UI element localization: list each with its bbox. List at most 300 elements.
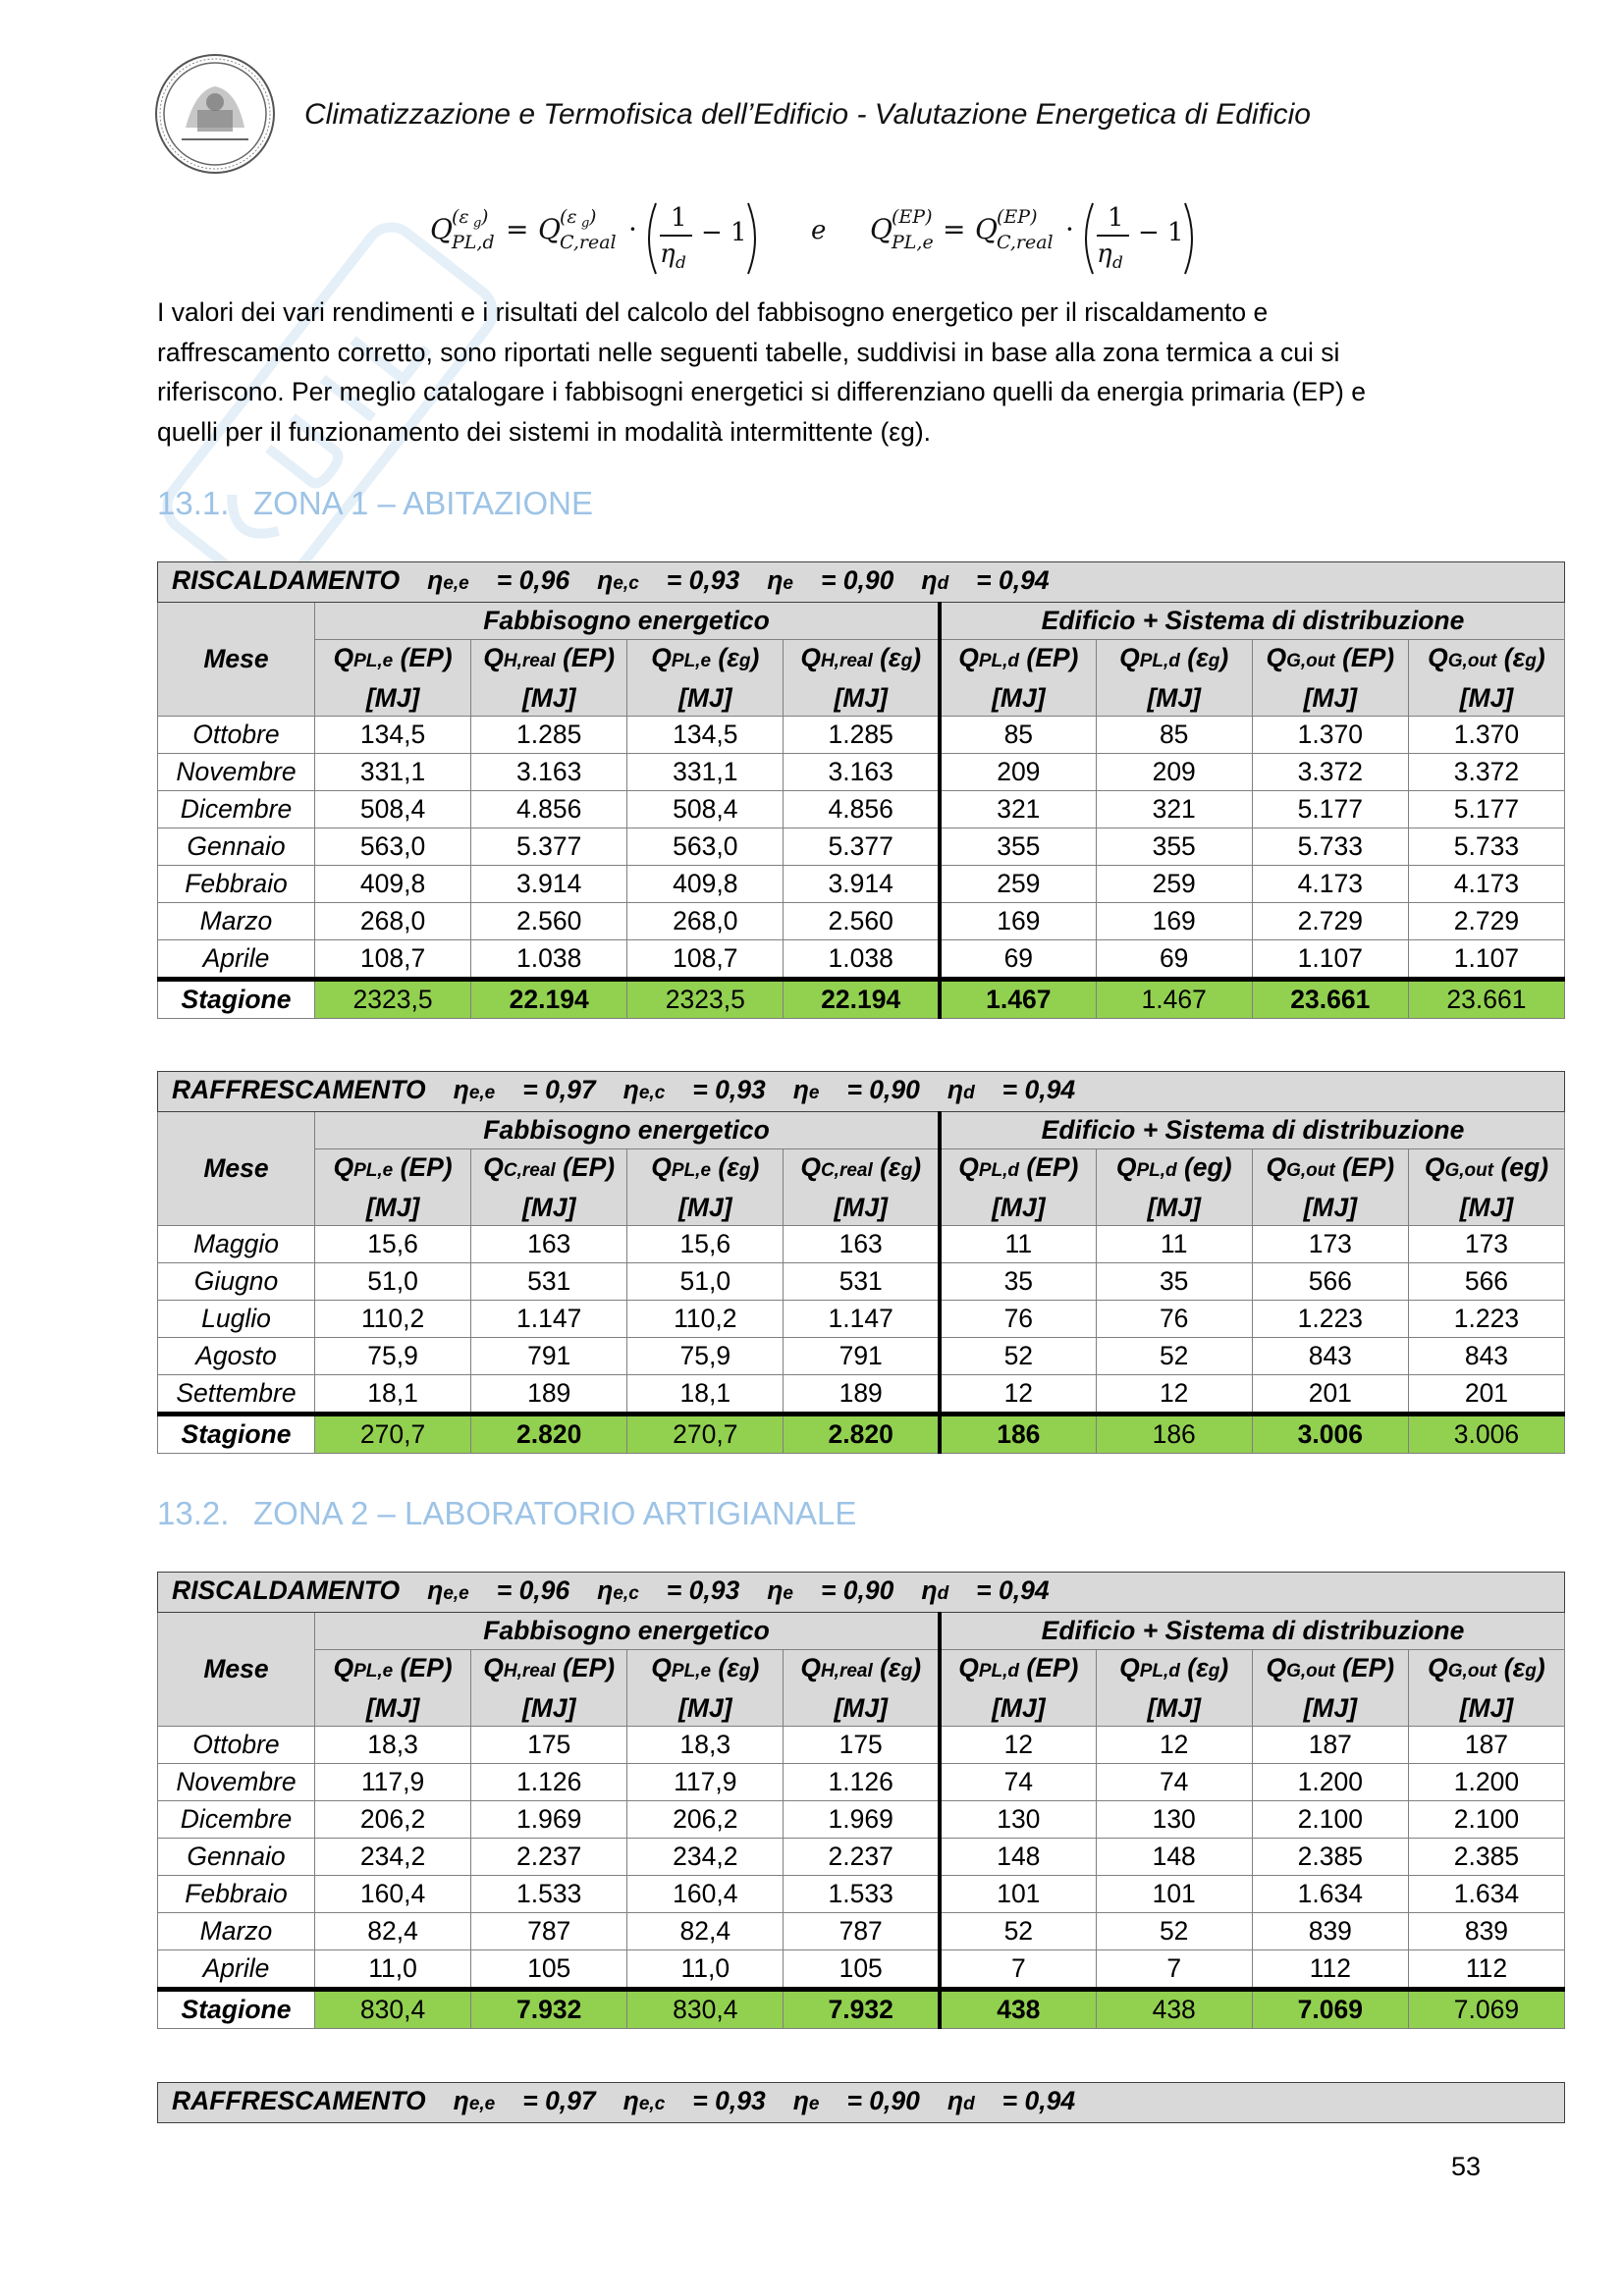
column-header: QH,real (EP) bbox=[471, 640, 627, 680]
table-row bbox=[158, 828, 1565, 866]
total-cell: 22.194 bbox=[471, 980, 627, 1019]
value-cell: 52 bbox=[940, 1338, 1096, 1375]
value-cell: 4.173 bbox=[1252, 866, 1408, 903]
efficiency-value: ηd = 0,94 bbox=[921, 565, 1050, 595]
total-cell: 22.194 bbox=[784, 980, 940, 1019]
column-header: QG,out (εg) bbox=[1408, 1650, 1564, 1690]
value-cell: 5.377 bbox=[784, 828, 940, 866]
table-row bbox=[158, 1301, 1565, 1338]
value-cell: 234,2 bbox=[627, 1839, 784, 1876]
value-cell: 1.126 bbox=[784, 1764, 940, 1801]
value-cell: 18,1 bbox=[627, 1375, 784, 1415]
value-cell: 187 bbox=[1252, 1727, 1408, 1764]
value-cell: 3.914 bbox=[784, 866, 940, 903]
intro-line: raffrescamento corretto, sono riportati nelle seguenti tabelle, suddivisi in base alla zona termica a cui si bbox=[157, 337, 1340, 367]
value-cell: 2.385 bbox=[1252, 1839, 1408, 1876]
column-header: QC,real (εg) bbox=[784, 1149, 940, 1190]
svg-text:PL,e: PL,e bbox=[892, 232, 934, 253]
value-cell: 75,9 bbox=[627, 1338, 784, 1375]
svg-text:− 1: − 1 bbox=[701, 218, 747, 247]
value-cell: 331,1 bbox=[315, 754, 471, 791]
table-title-row bbox=[158, 562, 1565, 603]
mese-header: Mese bbox=[158, 1112, 315, 1226]
column-header: QG,out (εg) bbox=[1408, 640, 1564, 680]
value-cell: 52 bbox=[1096, 1338, 1252, 1375]
svg-text:g: g bbox=[473, 216, 482, 231]
value-cell: 12 bbox=[940, 1375, 1096, 1415]
total-cell: 2.820 bbox=[784, 1415, 940, 1454]
value-cell: 206,2 bbox=[627, 1801, 784, 1839]
value-cell: 5.733 bbox=[1408, 828, 1564, 866]
value-cell: 1.285 bbox=[471, 717, 627, 754]
total-cell: 438 bbox=[940, 1990, 1096, 2029]
value-cell: 2.560 bbox=[471, 903, 627, 940]
unit-cell: [MJ] bbox=[315, 1189, 471, 1226]
table-row bbox=[158, 1338, 1565, 1375]
value-cell: 2.237 bbox=[471, 1839, 627, 1876]
value-cell: 11,0 bbox=[315, 1950, 471, 1990]
value-cell: 5.177 bbox=[1252, 791, 1408, 828]
value-cell: 1.038 bbox=[784, 940, 940, 980]
unit-cell: [MJ] bbox=[1096, 1689, 1252, 1727]
month-cell: Maggio bbox=[158, 1226, 315, 1263]
value-cell: 3.163 bbox=[784, 754, 940, 791]
value-cell: 163 bbox=[784, 1226, 940, 1263]
total-cell: 7.069 bbox=[1408, 1990, 1564, 2029]
value-cell: 1.147 bbox=[471, 1301, 627, 1338]
value-cell: 3.163 bbox=[471, 754, 627, 791]
value-cell: 85 bbox=[1096, 717, 1252, 754]
value-cell: 51,0 bbox=[315, 1263, 471, 1301]
header-title: Climatizzazione e Termofisica dell’Edificio - Valutazione Energetica di Edificio bbox=[304, 98, 1311, 131]
efficiency-value: ηe,c = 0,93 bbox=[597, 1575, 740, 1605]
month-cell: Agosto bbox=[158, 1338, 315, 1375]
efficiency-value: ηe = 0,90 bbox=[767, 1575, 894, 1605]
value-cell: 3.372 bbox=[1408, 754, 1564, 791]
value-cell: 234,2 bbox=[315, 1839, 471, 1876]
formula-block bbox=[0, 191, 1623, 290]
value-cell: 2.560 bbox=[784, 903, 940, 940]
unit-cell: [MJ] bbox=[784, 679, 940, 717]
value-cell: 839 bbox=[1408, 1913, 1564, 1950]
efficiency-value: ηe = 0,90 bbox=[767, 565, 894, 595]
column-header-row bbox=[158, 1650, 1565, 1690]
value-cell: 2.385 bbox=[1408, 1839, 1564, 1876]
value-cell: 76 bbox=[1096, 1301, 1252, 1338]
table-title-row bbox=[158, 2083, 1565, 2123]
value-cell: 160,4 bbox=[627, 1876, 784, 1913]
table-title: RISCALDAMENTO bbox=[172, 1575, 401, 1605]
value-cell: 4.856 bbox=[784, 791, 940, 828]
value-cell: 82,4 bbox=[315, 1913, 471, 1950]
table-row bbox=[158, 1263, 1565, 1301]
table-row bbox=[158, 754, 1565, 791]
unit-cell: [MJ] bbox=[784, 1689, 940, 1727]
unit-cell: [MJ] bbox=[1096, 1189, 1252, 1226]
total-cell: 438 bbox=[1096, 1990, 1252, 2029]
formula-left bbox=[430, 203, 755, 274]
value-cell: 173 bbox=[1408, 1226, 1564, 1263]
value-cell: 12 bbox=[940, 1727, 1096, 1764]
value-cell: 15,6 bbox=[315, 1226, 471, 1263]
value-cell: 11 bbox=[940, 1226, 1096, 1263]
unit-row bbox=[158, 1689, 1565, 1727]
svg-text:·: · bbox=[628, 213, 637, 245]
unit-cell: [MJ] bbox=[471, 679, 627, 717]
value-cell: 175 bbox=[784, 1727, 940, 1764]
unit-cell: [MJ] bbox=[1408, 679, 1564, 717]
total-cell: 270,7 bbox=[627, 1415, 784, 1454]
table-row bbox=[158, 1226, 1565, 1263]
svg-text:1: 1 bbox=[1108, 203, 1124, 233]
column-header: QH,real (εg) bbox=[784, 640, 940, 680]
value-cell: 130 bbox=[940, 1801, 1096, 1839]
group-header-fabbisogno: Fabbisogno energetico bbox=[315, 603, 941, 640]
value-cell: 563,0 bbox=[627, 828, 784, 866]
value-cell: 12 bbox=[1096, 1727, 1252, 1764]
month-cell: Gennaio bbox=[158, 1839, 315, 1876]
value-cell: 331,1 bbox=[627, 754, 784, 791]
value-cell: 15,6 bbox=[627, 1226, 784, 1263]
season-total-row bbox=[158, 1415, 1565, 1454]
value-cell: 268,0 bbox=[627, 903, 784, 940]
table-row bbox=[158, 1764, 1565, 1801]
section-heading-zona1 bbox=[157, 485, 593, 522]
value-cell: 11,0 bbox=[627, 1950, 784, 1990]
table-title-row bbox=[158, 1072, 1565, 1112]
svg-text:η: η bbox=[660, 240, 676, 269]
table-row bbox=[158, 1375, 1565, 1415]
value-cell: 1.200 bbox=[1252, 1764, 1408, 1801]
month-cell: Giugno bbox=[158, 1263, 315, 1301]
value-cell: 791 bbox=[784, 1338, 940, 1375]
table-title: RAFFRESCAMENTO bbox=[172, 2086, 426, 2115]
value-cell: 791 bbox=[471, 1338, 627, 1375]
unit-cell: [MJ] bbox=[940, 679, 1096, 717]
value-cell: 18,3 bbox=[627, 1727, 784, 1764]
intro-paragraph bbox=[157, 293, 1473, 452]
value-cell: 843 bbox=[1252, 1338, 1408, 1375]
unit-cell: [MJ] bbox=[1408, 1189, 1564, 1226]
value-cell: 117,9 bbox=[315, 1764, 471, 1801]
value-cell: 7 bbox=[1096, 1950, 1252, 1990]
efficiency-value: ηe,c = 0,93 bbox=[622, 2086, 766, 2115]
value-cell: 101 bbox=[940, 1876, 1096, 1913]
group-header-fabbisogno: Fabbisogno energetico bbox=[315, 1613, 941, 1650]
value-cell: 1.107 bbox=[1408, 940, 1564, 980]
svg-text:): ) bbox=[481, 206, 489, 228]
value-cell: 52 bbox=[1096, 1913, 1252, 1950]
value-cell: 201 bbox=[1252, 1375, 1408, 1415]
value-cell: 209 bbox=[1096, 754, 1252, 791]
intro-line: I valori dei vari rendimenti e i risultati del calcolo del fabbisogno energetico per il riscaldamento e bbox=[157, 297, 1269, 327]
svg-text:·: · bbox=[1065, 213, 1074, 245]
table-row bbox=[158, 1876, 1565, 1913]
value-cell: 52 bbox=[940, 1913, 1096, 1950]
value-cell: 1.038 bbox=[471, 940, 627, 980]
svg-text:(ε: (ε bbox=[560, 206, 577, 228]
efficiency-value: ηe = 0,90 bbox=[792, 2086, 920, 2115]
column-header: QG,out (eg) bbox=[1408, 1149, 1564, 1190]
value-cell: 355 bbox=[940, 828, 1096, 866]
efficiency-value: ηe,e = 0,97 bbox=[453, 2086, 596, 2115]
value-cell: 839 bbox=[1252, 1913, 1408, 1950]
value-cell: 206,2 bbox=[315, 1801, 471, 1839]
value-cell: 11 bbox=[1096, 1226, 1252, 1263]
value-cell: 566 bbox=[1408, 1263, 1564, 1301]
total-cell: 1.467 bbox=[1096, 980, 1252, 1019]
unit-cell: [MJ] bbox=[1252, 679, 1408, 717]
value-cell: 321 bbox=[1096, 791, 1252, 828]
group-header-row bbox=[158, 1613, 1565, 1650]
unit-row bbox=[158, 679, 1565, 717]
unit-cell: [MJ] bbox=[627, 1189, 784, 1226]
svg-text:Q: Q bbox=[538, 213, 561, 245]
value-cell: 175 bbox=[471, 1727, 627, 1764]
value-cell: 12 bbox=[1096, 1375, 1252, 1415]
value-cell: 1.533 bbox=[784, 1876, 940, 1913]
efficiency-value: ηe,c = 0,93 bbox=[597, 565, 740, 595]
value-cell: 110,2 bbox=[315, 1301, 471, 1338]
table-zona1-raffrescamento bbox=[157, 1071, 1565, 1454]
group-header-row bbox=[158, 1112, 1565, 1149]
value-cell: 108,7 bbox=[315, 940, 471, 980]
unit-cell: [MJ] bbox=[784, 1189, 940, 1226]
value-cell: 163 bbox=[471, 1226, 627, 1263]
svg-text:PL,d: PL,d bbox=[452, 232, 495, 253]
table-row bbox=[158, 1727, 1565, 1764]
value-cell: 4.173 bbox=[1408, 866, 1564, 903]
value-cell: 51,0 bbox=[627, 1263, 784, 1301]
value-cell: 69 bbox=[940, 940, 1096, 980]
svg-text:(EP): (EP) bbox=[892, 206, 933, 228]
efficiency-value: ηd = 0,94 bbox=[921, 1575, 1050, 1605]
column-header: QPL,e (εg) bbox=[627, 1149, 784, 1190]
page-number: 53 bbox=[1451, 2152, 1482, 2181]
group-header-row bbox=[158, 603, 1565, 640]
svg-text:g: g bbox=[581, 216, 590, 231]
season-label: Stagione bbox=[158, 1415, 315, 1454]
formula-right bbox=[870, 203, 1192, 274]
value-cell: 531 bbox=[471, 1263, 627, 1301]
section-title: ZONA 1 – ABITAZIONE bbox=[253, 485, 593, 521]
unit-cell: [MJ] bbox=[1252, 1189, 1408, 1226]
value-cell: 18,1 bbox=[315, 1375, 471, 1415]
value-cell: 1.969 bbox=[471, 1801, 627, 1839]
table-row bbox=[158, 1801, 1565, 1839]
value-cell: 1.634 bbox=[1252, 1876, 1408, 1913]
value-cell: 169 bbox=[940, 903, 1096, 940]
total-cell: 830,4 bbox=[315, 1990, 471, 2029]
column-header: QC,real (EP) bbox=[471, 1149, 627, 1190]
value-cell: 160,4 bbox=[315, 1876, 471, 1913]
value-cell: 2.729 bbox=[1408, 903, 1564, 940]
value-cell: 563,0 bbox=[315, 828, 471, 866]
total-cell: 830,4 bbox=[627, 1990, 784, 2029]
svg-text:Q: Q bbox=[975, 213, 998, 245]
table-row bbox=[158, 1839, 1565, 1876]
svg-text:C,real: C,real bbox=[560, 232, 617, 253]
month-cell: Settembre bbox=[158, 1375, 315, 1415]
table-row bbox=[158, 1913, 1565, 1950]
efficiency-value: ηd = 0,94 bbox=[947, 2086, 1076, 2115]
university-seal-logo bbox=[152, 51, 278, 177]
table-zona2-riscaldamento bbox=[157, 1572, 1565, 2029]
value-cell: 1.370 bbox=[1252, 717, 1408, 754]
month-cell: Novembre bbox=[158, 1764, 315, 1801]
total-cell: 186 bbox=[1096, 1415, 1252, 1454]
value-cell: 173 bbox=[1252, 1226, 1408, 1263]
month-cell: Marzo bbox=[158, 1913, 315, 1950]
value-cell: 35 bbox=[1096, 1263, 1252, 1301]
value-cell: 134,5 bbox=[627, 717, 784, 754]
mese-header: Mese bbox=[158, 603, 315, 717]
section-number: 13.1. bbox=[157, 485, 230, 521]
svg-text:− 1: − 1 bbox=[1138, 218, 1184, 247]
value-cell: 321 bbox=[940, 791, 1096, 828]
value-cell: 85 bbox=[940, 717, 1096, 754]
total-cell: 23.661 bbox=[1408, 980, 1564, 1019]
section-number: 13.2. bbox=[157, 1495, 230, 1531]
table-row bbox=[158, 866, 1565, 903]
value-cell: 409,8 bbox=[627, 866, 784, 903]
column-header: QG,out (EP) bbox=[1252, 640, 1408, 680]
month-cell: Aprile bbox=[158, 940, 315, 980]
table-title-row bbox=[158, 1573, 1565, 1613]
svg-text:1: 1 bbox=[671, 203, 687, 233]
value-cell: 259 bbox=[940, 866, 1096, 903]
formula-connector: e bbox=[811, 216, 827, 245]
column-header: QPL,d (EP) bbox=[940, 1650, 1096, 1690]
value-cell: 169 bbox=[1096, 903, 1252, 940]
column-header-row bbox=[158, 640, 1565, 680]
efficiency-value: ηd = 0,94 bbox=[947, 1075, 1076, 1104]
efficiency-value: ηe,e = 0,97 bbox=[453, 1075, 596, 1104]
value-cell: 148 bbox=[1096, 1839, 1252, 1876]
svg-text:): ) bbox=[589, 206, 597, 228]
unit-row bbox=[158, 1189, 1565, 1226]
table-row bbox=[158, 903, 1565, 940]
efficiency-value: ηe = 0,90 bbox=[792, 1075, 920, 1104]
value-cell: 189 bbox=[471, 1375, 627, 1415]
value-cell: 74 bbox=[1096, 1764, 1252, 1801]
column-header: QPL,e (εg) bbox=[627, 640, 784, 680]
table-title: RISCALDAMENTO bbox=[172, 565, 401, 595]
season-total-row bbox=[158, 1990, 1565, 2029]
unit-cell: [MJ] bbox=[315, 679, 471, 717]
month-cell: Dicembre bbox=[158, 1801, 315, 1839]
value-cell: 101 bbox=[1096, 1876, 1252, 1913]
unit-cell: [MJ] bbox=[940, 1689, 1096, 1727]
value-cell: 187 bbox=[1408, 1727, 1564, 1764]
value-cell: 268,0 bbox=[315, 903, 471, 940]
value-cell: 2.100 bbox=[1408, 1801, 1564, 1839]
total-cell: 3.006 bbox=[1408, 1415, 1564, 1454]
intro-line: quelli per il funzionamento dei sistemi in modalità intermittente (εg). bbox=[157, 416, 932, 447]
column-header-row bbox=[158, 1149, 1565, 1190]
group-header-edificio: Edificio + Sistema di distribuzione bbox=[940, 603, 1565, 640]
month-cell: Aprile bbox=[158, 1950, 315, 1990]
unit-cell: [MJ] bbox=[1096, 679, 1252, 717]
season-total-row bbox=[158, 980, 1565, 1019]
value-cell: 1.223 bbox=[1408, 1301, 1564, 1338]
column-header: QG,out (EP) bbox=[1252, 1650, 1408, 1690]
value-cell: 259 bbox=[1096, 866, 1252, 903]
value-cell: 2.729 bbox=[1252, 903, 1408, 940]
value-cell: 209 bbox=[940, 754, 1096, 791]
value-cell: 189 bbox=[784, 1375, 940, 1415]
efficiency-value: ηe,c = 0,93 bbox=[622, 1075, 766, 1104]
unit-cell: [MJ] bbox=[471, 1689, 627, 1727]
value-cell: 112 bbox=[1408, 1950, 1564, 1990]
value-cell: 5.177 bbox=[1408, 791, 1564, 828]
value-cell: 105 bbox=[784, 1950, 940, 1990]
value-cell: 134,5 bbox=[315, 717, 471, 754]
value-cell: 75,9 bbox=[315, 1338, 471, 1375]
value-cell: 355 bbox=[1096, 828, 1252, 866]
value-cell: 112 bbox=[1252, 1950, 1408, 1990]
unit-cell: [MJ] bbox=[1408, 1689, 1564, 1727]
column-header: QPL,e (EP) bbox=[315, 640, 471, 680]
section-heading-zona2 bbox=[157, 1495, 856, 1532]
table-row bbox=[158, 791, 1565, 828]
column-header: QPL,d (EP) bbox=[940, 1149, 1096, 1190]
column-header: QPL,e (EP) bbox=[315, 1149, 471, 1190]
value-cell: 3.914 bbox=[471, 866, 627, 903]
value-cell: 82,4 bbox=[627, 1913, 784, 1950]
value-cell: 130 bbox=[1096, 1801, 1252, 1839]
section-title: ZONA 2 – LABORATORIO ARTIGIANALE bbox=[253, 1495, 857, 1531]
value-cell: 1.126 bbox=[471, 1764, 627, 1801]
column-header: QPL,d (eg) bbox=[1096, 1149, 1252, 1190]
group-header-fabbisogno: Fabbisogno energetico bbox=[315, 1112, 941, 1149]
value-cell: 2.237 bbox=[784, 1839, 940, 1876]
total-cell: 2323,5 bbox=[315, 980, 471, 1019]
column-header: QPL,d (εg) bbox=[1096, 1650, 1252, 1690]
svg-text:Q: Q bbox=[870, 213, 893, 245]
value-cell: 5.733 bbox=[1252, 828, 1408, 866]
group-header-edificio: Edificio + Sistema di distribuzione bbox=[940, 1613, 1565, 1650]
column-header: QPL,e (EP) bbox=[315, 1650, 471, 1690]
value-cell: 1.223 bbox=[1252, 1301, 1408, 1338]
total-cell: 3.006 bbox=[1252, 1415, 1408, 1454]
value-cell: 787 bbox=[471, 1913, 627, 1950]
value-cell: 148 bbox=[940, 1839, 1096, 1876]
value-cell: 105 bbox=[471, 1950, 627, 1990]
value-cell: 531 bbox=[784, 1263, 940, 1301]
total-cell: 23.661 bbox=[1252, 980, 1408, 1019]
total-cell: 7.932 bbox=[471, 1990, 627, 2029]
svg-text:η: η bbox=[1097, 240, 1112, 269]
mese-header: Mese bbox=[158, 1613, 315, 1727]
value-cell: 74 bbox=[940, 1764, 1096, 1801]
month-cell: Dicembre bbox=[158, 791, 315, 828]
unit-cell: [MJ] bbox=[471, 1189, 627, 1226]
total-cell: 186 bbox=[940, 1415, 1096, 1454]
value-cell: 76 bbox=[940, 1301, 1096, 1338]
value-cell: 787 bbox=[784, 1913, 940, 1950]
value-cell: 201 bbox=[1408, 1375, 1564, 1415]
svg-text:=: = bbox=[943, 213, 966, 245]
unit-cell: [MJ] bbox=[315, 1689, 471, 1727]
value-cell: 1.969 bbox=[784, 1801, 940, 1839]
month-cell: Ottobre bbox=[158, 717, 315, 754]
value-cell: 1.285 bbox=[784, 717, 940, 754]
month-cell: Novembre bbox=[158, 754, 315, 791]
column-header: QG,out (EP) bbox=[1252, 1149, 1408, 1190]
month-cell: Gennaio bbox=[158, 828, 315, 866]
table-row bbox=[158, 940, 1565, 980]
